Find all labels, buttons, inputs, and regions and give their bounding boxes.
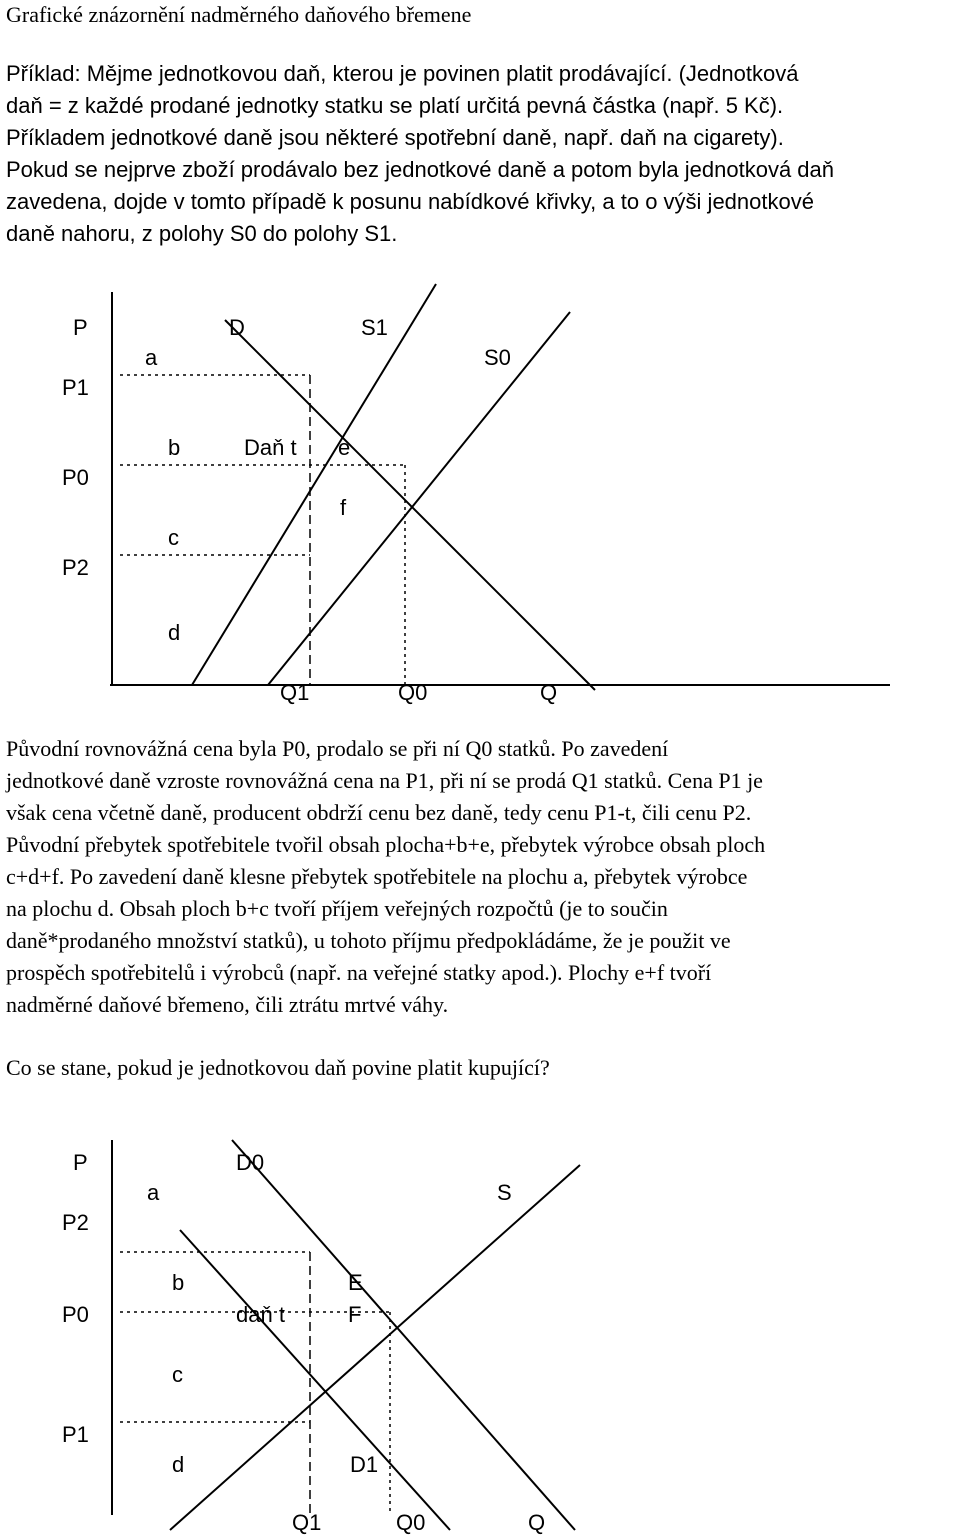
curve-label-d1: D1	[350, 1452, 379, 1477]
area-label-c: c	[172, 1362, 183, 1387]
quantity-label-q1: Q1	[280, 680, 310, 705]
explanation-line: nadměrné daňové břemeno, čili ztrátu mrtvé váhy.	[6, 992, 449, 1017]
price-label-p2: P2	[62, 1210, 89, 1235]
axis-label-p: P	[73, 315, 88, 340]
buyer-tax-diagram	[0, 1130, 960, 1535]
demand-curve	[225, 320, 595, 690]
curve-label-s0: S0	[484, 345, 511, 370]
explanation-line: na plochu d. Obsah ploch b+c tvoří příjem veřejných rozpočtů (je to součin	[6, 896, 668, 921]
curve-label-d0: D0	[236, 1150, 265, 1175]
explanation-line: daně*prodaného množství statků), u tohoto příjmu předpokládáme, že je použit ve	[6, 928, 731, 953]
axis-label-p: P	[73, 1150, 88, 1175]
price-label-p0: P0	[62, 1302, 89, 1327]
explanation-line: jednotkové daně vzroste rovnovážná cena na P1, při ní se prodá Q1 statků. Cena P1 je	[6, 768, 763, 793]
intro-line: zavedena, dojde v tomto případě k posunu nabídkové křivky, a to o výši jednotkové	[6, 189, 814, 214]
supply-curve-s1	[192, 284, 436, 685]
curve-label-d: D	[229, 315, 245, 340]
area-label-b: b	[168, 435, 181, 460]
intro-line: Pokud se nejprve zboží prodávalo bez jednotkové daně a potom byla jednotková daň	[6, 157, 835, 182]
axis-label-q: Q	[528, 1510, 546, 1535]
intro-paragraph	[6, 58, 956, 250]
area-label-e: e	[338, 435, 351, 460]
curve-label-s: S	[497, 1180, 512, 1205]
explanation-line: Původní rovnovážná cena byla P0, prodalo se při ní Q0 statků. Po zavedení	[6, 736, 669, 761]
question-text: Co se stane, pokud je jednotkovou daň povine platit kupující?	[6, 1055, 550, 1080]
area-label-d: d	[168, 620, 181, 645]
explanation-paragraph	[6, 733, 960, 1021]
price-label-p0: P0	[62, 465, 89, 490]
quantity-label-q1: Q1	[292, 1510, 322, 1535]
demand-curve-d0	[232, 1140, 575, 1530]
intro-line: daně nahoru, z polohy S0 do polohy S1.	[6, 221, 398, 246]
area-label-f: f	[340, 495, 347, 520]
explanation-line: c+d+f. Po zavedení daně klesne přebytek spotřebitele na plochu a, přebytek výrobce	[6, 864, 748, 889]
quantity-label-q0: Q0	[396, 1510, 426, 1535]
area-label-a: a	[145, 345, 158, 370]
area-label-c: c	[168, 525, 179, 550]
supply-curve-s0	[268, 312, 570, 685]
explanation-line: však cena včetně daně, producent obdrží cenu bez daně, tedy cenu P1-t, čili cenu P2.	[6, 800, 752, 825]
curve-label-s1: S1	[361, 315, 388, 340]
page-heading: Grafické znázornění nadměrného daňového břemene	[6, 2, 472, 27]
seller-tax-diagram	[0, 280, 960, 720]
area-label-a: a	[147, 1180, 160, 1205]
intro-line: daň = z každé prodané jednotky statku se platí určitá pevná částka (např. 5 Kč).	[6, 93, 784, 118]
area-label-e: E	[348, 1270, 363, 1295]
area-label-b: b	[172, 1270, 185, 1295]
quantity-label-q0: Q0	[398, 680, 428, 705]
tax-label: daň t	[236, 1302, 285, 1327]
explanation-line: prospěch spotřebitelů i výrobců (např. na veřejné statky apod.). Plochy e+f tvoří	[6, 960, 712, 985]
area-label-d: d	[172, 1452, 185, 1477]
intro-line: Příklad: Mějme jednotkovou daň, kterou je povinen platit prodávající. (Jednotková	[6, 61, 799, 86]
intro-line: Příkladem jednotkové daně jsou některé spotřební daně, např. daň na cigarety).	[6, 125, 784, 150]
price-label-p2: P2	[62, 555, 89, 580]
area-label-f: F	[348, 1302, 362, 1327]
tax-label: Daň t	[244, 435, 297, 460]
axis-label-q: Q	[540, 680, 558, 705]
explanation-line: Původní přebytek spotřebitele tvořil obsah plocha+b+e, přebytek výrobce obsah ploch	[6, 832, 766, 857]
price-label-p1: P1	[62, 375, 89, 400]
price-label-p1: P1	[62, 1422, 89, 1447]
